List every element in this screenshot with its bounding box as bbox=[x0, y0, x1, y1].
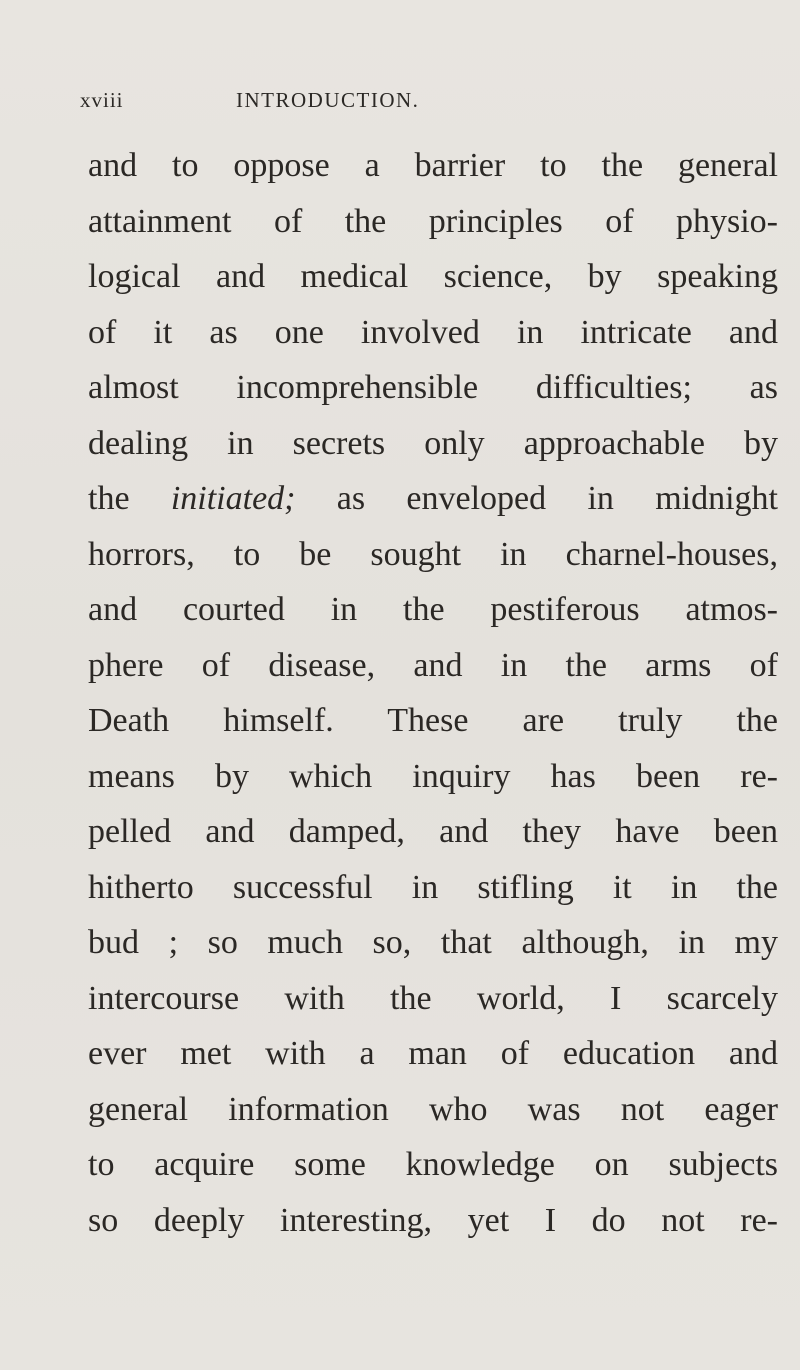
text-line: intercourse with the world, I scarcely bbox=[88, 979, 778, 1017]
text-line: almost incomprehensible difficulties; as bbox=[88, 369, 778, 406]
page-number: xviii bbox=[80, 88, 124, 112]
running-head: INTRODUCTION. bbox=[236, 88, 420, 112]
text-line: bud ; so much so, that although, in my bbox=[88, 924, 778, 961]
text-line: logical and medical science, by speaking bbox=[88, 258, 778, 295]
text-line: pelled and damped, and they have been bbox=[88, 813, 778, 850]
text-line: general information who was not eager bbox=[88, 1090, 778, 1128]
text-line: ever met with a man of education and bbox=[88, 1035, 778, 1072]
text-line: so deeply interesting, yet I do not re- bbox=[88, 1201, 778, 1239]
text-line: of it as one involved in intricate and bbox=[88, 313, 778, 351]
text-line: and to oppose a barrier to the general bbox=[88, 147, 778, 184]
text-line: dealing in secrets only approachable by bbox=[88, 424, 778, 462]
text-line: attainment of the principles of physio- bbox=[88, 202, 778, 240]
text-line: and courted in the pestiferous atmos- bbox=[88, 591, 778, 628]
text-line: phere of disease, and in the arms of bbox=[88, 646, 778, 684]
text-line: to acquire some knowledge on subjects bbox=[88, 1146, 778, 1183]
body-text bbox=[88, 138, 778, 1248]
text-line: means by which inquiry has been re- bbox=[88, 757, 778, 795]
text-line: hitherto successful in stifling it in the bbox=[88, 868, 778, 906]
text-segment: the bbox=[88, 480, 171, 517]
text-line bbox=[88, 471, 778, 527]
page-header bbox=[80, 88, 740, 118]
text-line: Death himself. These are truly the bbox=[88, 702, 778, 739]
text-segment: as enveloped in midnight bbox=[295, 480, 778, 517]
text-line: horrors, to be sought in charnel-houses, bbox=[88, 535, 778, 573]
emphasized-text: initiated; bbox=[170, 480, 296, 517]
